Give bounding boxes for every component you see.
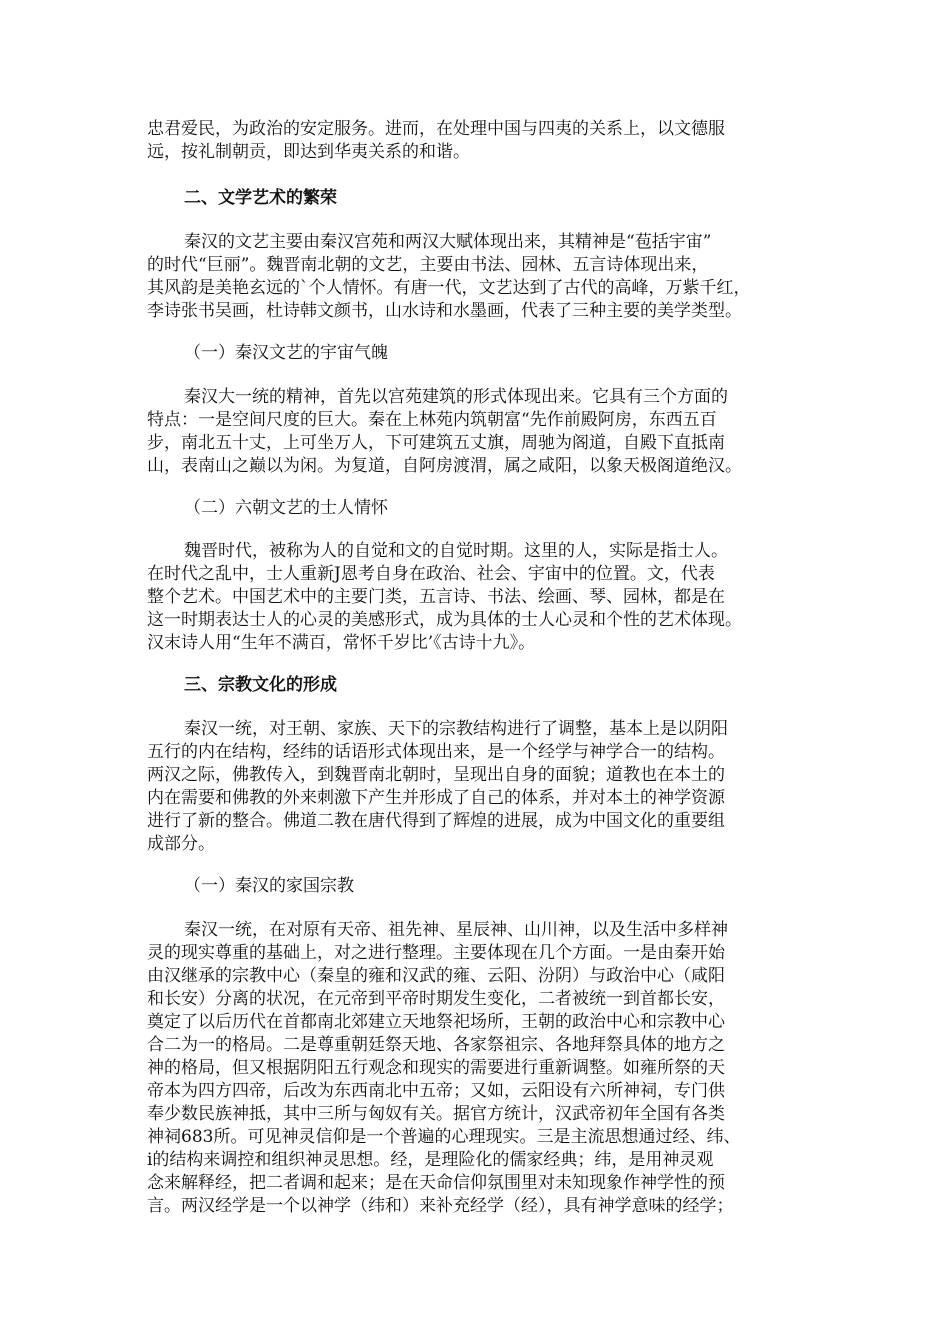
- subsection-heading-six-dynasties: （二）六朝文艺的士人情怀: [184, 498, 388, 518]
- text-line: 帝本为四方四帝，后改为东西南北中五帝；又如，云阳设有六所神祠，专门供: [147, 1081, 725, 1101]
- text-line: 特点：一是空间尺度的巨大。秦在上林苑内筑朝富“先作前殿阿房，东西五百: [147, 410, 717, 430]
- text-line: 远，按礼制朝贡，即达到华夷关系的和谐。: [147, 142, 470, 162]
- text-line: 两汉之际，佛教传入，到魏晋南北朝时，呈现出自身的面貌；道教也在本土的: [147, 765, 725, 785]
- section-heading-religion: 三、宗教文化的形成: [184, 675, 337, 695]
- text-line: 汉末诗人用“生年不满百，常怀千岁比’《古诗十九》。: [147, 633, 536, 653]
- text-line: i的结构来调控和组织神灵思想。经，是理险化的儒家经典；纬，是用神灵观: [147, 1150, 714, 1170]
- text-line: 其风韵是美艳玄远的`个人情怀。有唐一代，文艺达到了古代的高峰，万紫千红，: [147, 278, 751, 298]
- text-line: 秦汉大一统的精神，首先以宫苑建筑的形式体现出来。它具有三个方面的: [184, 387, 728, 407]
- text-line: 李诗张书吴画，杜诗韩文颜书，山水诗和水墨画，代表了三种主要的美学类型。: [147, 301, 742, 321]
- text-line: 的时代“巨丽”。魏晋南北朝的文艺，主要由书法、园林、五言诗体现出来，: [147, 255, 709, 275]
- text-line: 奠定了以后历代在首都南北郊建立天地祭祀场所，王朝的政治中心和宗教中心: [147, 1012, 725, 1032]
- text-line: 奉少数民族神抵，其中三所与匈奴有关。据官方统计，汉武帝初年全国有各类: [147, 1104, 725, 1124]
- text-line: 神的格局，但又根据阴阳五行观念和现实的需要进行重新调整。如雍所祭的天: [147, 1058, 725, 1078]
- text-line: 忠君爱民，为政治的安定服务。进而，在处理中国与四夷的关系上，以文德服: [147, 119, 725, 139]
- text-line: 由汉继承的宗教中心（秦皇的雍和汉武的雍、云阳、汾阴）与政治中心（咸阳: [147, 966, 725, 986]
- subsection-heading-qinhan-art: （一）秦汉文艺的宇宙气魄: [184, 343, 388, 363]
- text-line: 神祠683所。可见神灵信仰是一个普遍的心理现实。三是主流思想通过经、纬、: [147, 1127, 741, 1147]
- text-line: 合二为一的格局。二是尊重朝廷祭天地、各家祭祖宗、各地拜祭具体的地方之: [147, 1035, 725, 1055]
- text-line: 成部分。: [147, 834, 215, 854]
- text-line: 秦汉的文艺主要由秦汉宫苑和两汉大赋体现出来，其精神是“苞括宇宙”: [184, 232, 712, 252]
- text-line: 五行的内在结构，经纬的话语形式体现出来，是一个经学与神学合一的结构。: [147, 742, 725, 762]
- subsection-heading-qinhan-religion: （一）秦汉的家国宗教: [184, 876, 354, 896]
- text-line: 秦汉一统，在对原有天帝、祖先神、星辰神、山川神，以及生活中多样神: [184, 920, 728, 940]
- text-line: 进行了新的整合。佛道二教在唐代得到了辉煌的进展，成为中国文化的重要组: [147, 811, 725, 831]
- text-line: 内在需要和佛教的外来刺激下产生并形成了自己的体系，并对本土的神学资源: [147, 788, 725, 808]
- text-line: 魏晋时代，被称为人的自觉和文的自觉时期。这里的人，实际是指士人。: [184, 541, 728, 561]
- text-line: 念来解释经，把二者调和起来；是在天命信仰氛围里对未知现象作神学性的预: [147, 1173, 725, 1193]
- text-line: 整个艺术。中国艺术中的主要门类，五言诗、书法、绘画、琴、园林，都是在: [147, 587, 725, 607]
- text-line: 和长安）分离的状况，在元帝到平帝时期发生变化，二者被统一到首都长安，: [147, 989, 725, 1009]
- section-heading-literature: 二、文学艺术的繁荣: [184, 188, 337, 208]
- text-line: 这一时期表达士人的心灵的美感形式，成为具体的士人心灵和个性的艺术体现。: [147, 610, 742, 630]
- text-line: 灵的现实尊重的基础上，对之进行整理。主要体现在几个方面。一是由秦开始: [147, 943, 725, 963]
- text-line: 山，表南山之巅以为闲。为复道，自阿房渡渭，属之咸阳，以象天极阁道绝汉。: [147, 456, 742, 476]
- text-line: 在时代之乱中，士人重新J恩考自身在政治、社会、宇宙中的位置。文，代表: [147, 564, 715, 584]
- text-line: 言。两汉经学是一个以神学（纬和）来补充经学（经），具有神学意味的经学；: [147, 1196, 734, 1216]
- text-line: 秦汉一统，对王朝、家族、天下的宗教结构进行了调整，基本上是以阴阳: [184, 719, 728, 739]
- text-line: 步，南北五十丈，上可坐万人，下可建筑五丈旗，周驰为阁道，自殿下直抵南: [147, 433, 725, 453]
